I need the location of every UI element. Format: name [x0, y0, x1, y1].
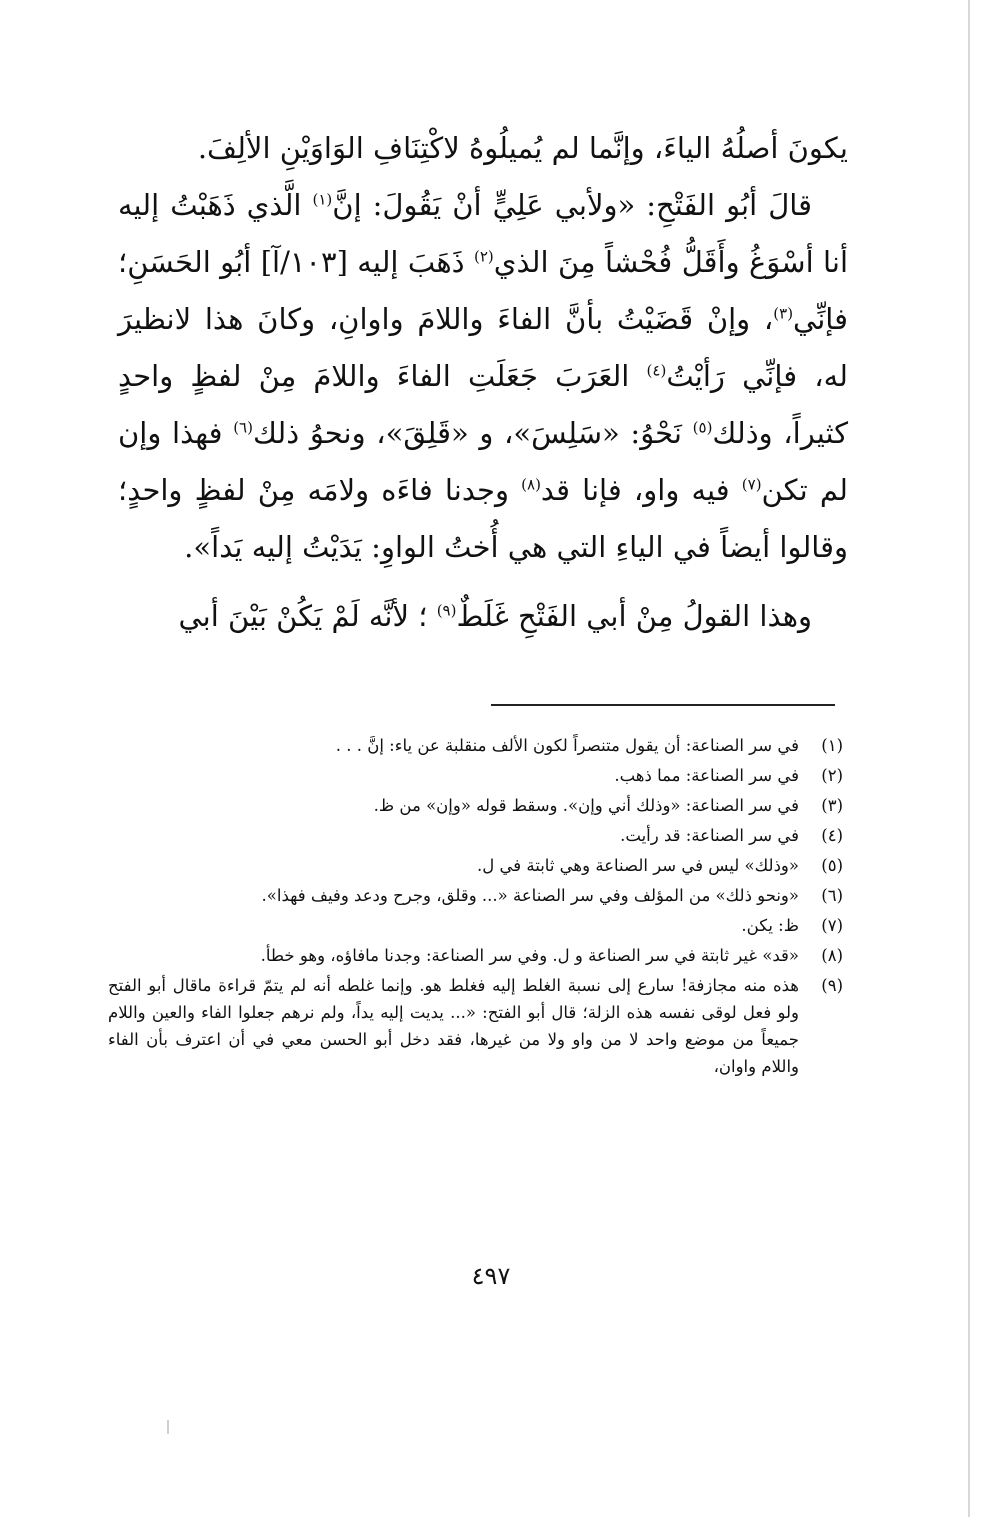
footnote-number: (٢) — [821, 766, 843, 785]
text-segment: ، وإنْ قَضَيْتُ بأنَّ الفاءَ واللامَ واوانِ، وكانَ هذا لانظيرَ له، فإنِّي رَأيْتُ — [118, 302, 848, 393]
text-segment: العَرَبَ جَعَلَتِ الفاءَ واللامَ مِنْ لفظٍ واحدٍ كثيراً، وذلك — [118, 359, 848, 450]
footnote-text: «وذلك» ليس في سر الصناعة وهي ثابتة في ل. — [477, 856, 799, 875]
footnote-ref-8[interactable]: (٨) — [521, 475, 541, 494]
footnote-ref-3[interactable]: (٣) — [773, 304, 794, 323]
page-edge-shadow — [968, 0, 970, 1517]
footnote-item — [108, 732, 843, 759]
footnote-text: في سر الصناعة: مما ذهب. — [614, 766, 799, 785]
footnote-text: «ونحو ذلك» من المؤلف وفي سر الصناعة «... وقلق، وجرح ودعد وفيف فهذا». — [261, 886, 799, 905]
footnote-text: في سر الصناعة: أن يقول متنصراً لكون الألف منقلبة عن ياء: إنَّ . . . — [335, 736, 799, 755]
paragraph-abu-al-fath-quote — [118, 177, 848, 576]
scan-speck — [167, 1420, 169, 1434]
main-text — [118, 120, 848, 645]
footnote-ref-1[interactable]: (١) — [312, 190, 333, 209]
footnote-number: (٧) — [821, 916, 843, 935]
text-segment: ؛ لأنَّه لَمْ يَكُنْ بَيْنَ أبي — [178, 599, 437, 633]
footnote-item — [108, 792, 843, 819]
footnote-item — [108, 912, 843, 939]
text-segment: فيه واو، فإنا قد — [540, 473, 742, 507]
text-segment: وهذا القولُ مِنْ أبي الفَتْحِ غَلَطٌ — [456, 599, 812, 633]
footnote-number: (٥) — [821, 856, 843, 875]
footnote-item — [108, 822, 843, 849]
text-segment: قالَ أبُو الفَتْحِ: «ولأبي عَلِيٍّ أنْ يَقُولَ: إنَّ — [332, 188, 812, 222]
page-number: ٤٩٧ — [471, 1262, 511, 1290]
footnote-separator — [491, 704, 835, 706]
footnote-text: ظ: يكن. — [741, 916, 799, 935]
footnote-ref-4[interactable]: (٤) — [646, 361, 667, 380]
footnote-number: (٦) — [821, 886, 843, 905]
footnote-ref-5[interactable]: (٥) — [692, 418, 713, 437]
text-segment: وجدنا فاءَه ولامَه مِنْ لفظٍ واحدٍ؛ وقالوا أيضاً في الياءِ التي هي أُختُ الواوِ: يَدَيْتُ إليه يَداً». — [118, 473, 848, 564]
footnotes-section — [108, 732, 843, 1083]
text-segment: نَحْوُ: «سَلِسَ»، و «قَلِقَ»، ونحوُ ذلك — [252, 416, 693, 450]
text-segment: الَّذي ذَهَبْتُ إليه أنا أسْوَغُ وأَقَلُّ فُحْشاً مِنَ الذي — [118, 188, 848, 279]
opening-line: يكونَ أصلُهُ الياءَ، وإنَّما لم يُميلُوهُ لاكْتِنَافِ الوَاوَيْنِ الألِفَ. — [197, 131, 848, 165]
footnote-text: «قد» غير ثابتة في سر الصناعة و ل. وفي سر الصناعة: وجدنا مافاؤه، وهو خطأ. — [260, 946, 799, 965]
footnote-item — [108, 972, 843, 1080]
footnote-number: (٩) — [821, 976, 843, 995]
footnote-number: (١) — [821, 736, 843, 755]
footnote-ref-9[interactable]: (٩) — [436, 601, 457, 620]
paragraph-critique — [118, 588, 848, 645]
footnote-item — [108, 882, 843, 909]
footnote-number: (٤) — [821, 826, 843, 845]
footnote-number: (٨) — [821, 946, 843, 965]
footnote-text: في سر الصناعة: قد رأيت. — [620, 826, 799, 845]
footnote-item — [108, 942, 843, 969]
footnote-text: هذه منه مجازفة! سارع إلى نسبة الغلط إليه فغلط هو. وإنما غلطه أنه لم يتمّ قراءة ماقال أبو الفتح ولو فعل لوقى نفسه هذه الزلة؛ قال أبو الفتح: «... يديت إليه يداً، ولم نرهم جعلوا الفاء والعين واللام جميعاً من موضع واحد لا من واو ولا من غيرها، فقد دخل أبو الحسن معي في أن اعترف بأن الفاء واللام واوان، — [108, 976, 799, 1076]
text-segment: ذَهَبَ إليه [١٠٣/آ] أبُو الحَسَنِ؛ فإنِّي — [118, 245, 848, 336]
footnote-text: في سر الصناعة: «وذلك أني وإن». وسقط قوله «وإن» من ظ. — [373, 796, 799, 815]
footnote-number: (٣) — [821, 796, 843, 815]
footnote-ref-2[interactable]: (٢) — [473, 247, 494, 266]
footnote-item — [108, 762, 843, 789]
footnote-ref-6[interactable]: (٦) — [233, 418, 253, 437]
footnote-item — [108, 852, 843, 879]
text-segment: فهذا وإن لم تكن — [118, 416, 848, 507]
footnote-ref-7[interactable]: (٧) — [741, 475, 762, 494]
